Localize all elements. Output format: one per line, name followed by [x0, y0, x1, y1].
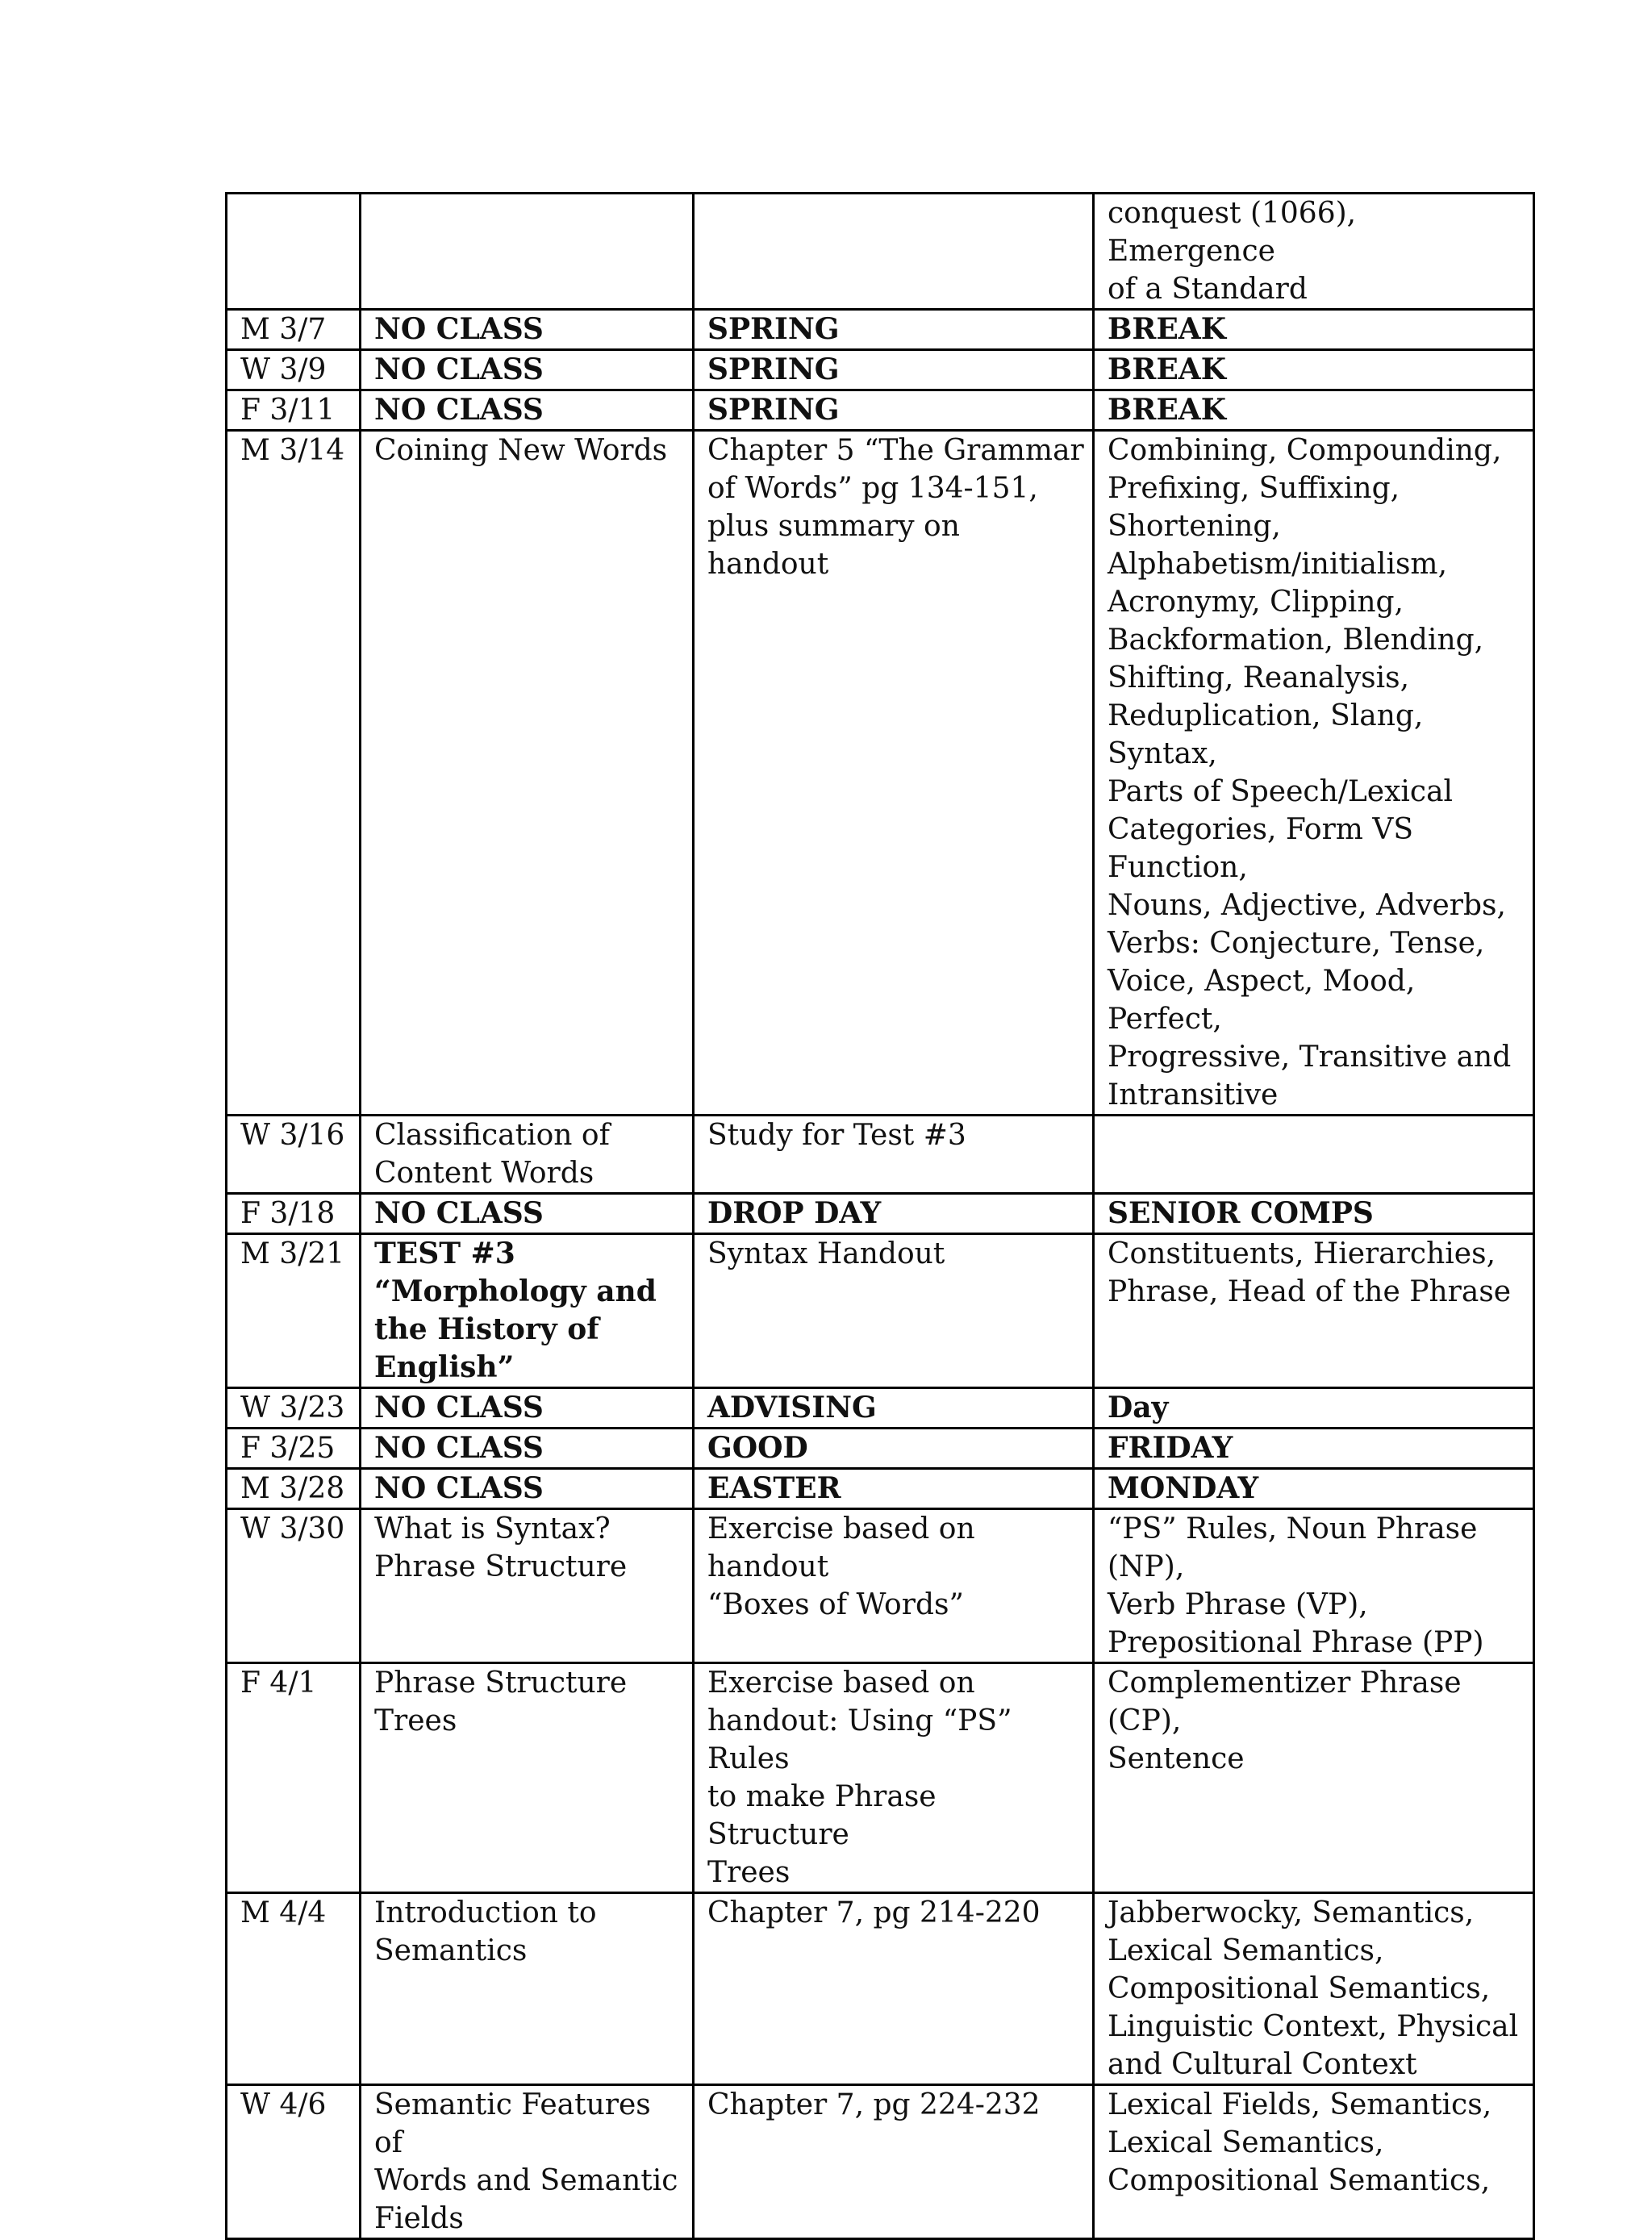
table-row	[227, 431, 1534, 1116]
reading-cell: ADVISING	[694, 1388, 1094, 1429]
concepts-cell: MONDAY	[1094, 1469, 1534, 1509]
concepts-cell: Lexical Fields, Semantics, Lexical Semantics, Compositional Semantics,	[1094, 2085, 1534, 2239]
topic-cell: What is Syntax? Phrase Structure	[361, 1509, 694, 1663]
table-row	[227, 2085, 1534, 2239]
course-schedule-table	[225, 192, 1535, 2240]
reading-cell: SPRING	[694, 310, 1094, 350]
topic-cell: Phrase Structure Trees	[361, 1663, 694, 1893]
date-cell: W 4/6	[227, 2085, 361, 2239]
table-row	[227, 1893, 1534, 2085]
concepts-cell: Constituents, Hierarchies, Phrase, Head of the Phrase	[1094, 1234, 1534, 1388]
table-row	[227, 1234, 1534, 1388]
date-cell: M 4/4	[227, 1893, 361, 2085]
reading-cell: Exercise based on handout: Using “PS” Rules to make Phrase Structure Trees	[694, 1663, 1094, 1893]
concepts-cell: conquest (1066), Emergence of a Standard	[1094, 194, 1534, 310]
reading-cell: Study for Test #3	[694, 1116, 1094, 1194]
concepts-cell: FRIDAY	[1094, 1429, 1534, 1469]
reading-cell: SPRING	[694, 390, 1094, 431]
reading-cell: Exercise based on handout “Boxes of Words”	[694, 1509, 1094, 1663]
topic-cell: NO CLASS	[361, 1388, 694, 1429]
concepts-cell: BREAK	[1094, 350, 1534, 390]
table-row	[227, 310, 1534, 350]
table-row	[227, 1194, 1534, 1234]
date-cell: W 3/30	[227, 1509, 361, 1663]
topic-cell	[361, 194, 694, 310]
date-cell: F 3/25	[227, 1429, 361, 1469]
topic-cell: NO CLASS	[361, 1194, 694, 1234]
date-cell: F 3/18	[227, 1194, 361, 1234]
date-cell: F 3/11	[227, 390, 361, 431]
reading-cell: Chapter 5 “The Grammar of Words” pg 134-151, plus summary on handout	[694, 431, 1094, 1116]
concepts-cell: Combining, Compounding, Prefixing, Suffixing, Shortening, Alphabetism/initialism, Acronymy, Clipping, Backformation, Blending, Shifting, Reanalysis, Reduplication, Slang, Syntax, Parts of Speech/Lexical Categories, Form VS Function, Nouns, Adjective, Adverbs, Verbs: Conjecture, Tense, Voice, Aspect, Mood, Perfect, Progressive, Transitive and Intransitive	[1094, 431, 1534, 1116]
reading-cell: Chapter 7, pg 224-232	[694, 2085, 1094, 2239]
reading-cell: EASTER	[694, 1469, 1094, 1509]
reading-cell: Chapter 7, pg 214-220	[694, 1893, 1094, 2085]
reading-cell	[694, 194, 1094, 310]
concepts-cell: BREAK	[1094, 390, 1534, 431]
concepts-cell: Complementizer Phrase (CP), Sentence	[1094, 1663, 1534, 1893]
topic-cell: NO CLASS	[361, 1469, 694, 1509]
concepts-cell: “PS” Rules, Noun Phrase (NP), Verb Phrase (VP), Prepositional Phrase (PP)	[1094, 1509, 1534, 1663]
table-row	[227, 390, 1534, 431]
date-cell: F 4/1	[227, 1663, 361, 1893]
concepts-cell: Jabberwocky, Semantics, Lexical Semantics, Compositional Semantics, Linguistic Context, Physical and Cultural Context	[1094, 1893, 1534, 2085]
reading-cell: DROP DAY	[694, 1194, 1094, 1234]
topic-cell: Semantic Features of Words and Semantic Fields	[361, 2085, 694, 2239]
topic-cell: NO CLASS	[361, 310, 694, 350]
table-row	[227, 1429, 1534, 1469]
table-row	[227, 1509, 1534, 1663]
reading-cell: SPRING	[694, 350, 1094, 390]
schedule-table-body	[227, 194, 1534, 2239]
date-cell: M 3/21	[227, 1234, 361, 1388]
topic-cell: NO CLASS	[361, 390, 694, 431]
table-row	[227, 1388, 1534, 1429]
date-cell: W 3/9	[227, 350, 361, 390]
reading-cell: Syntax Handout	[694, 1234, 1094, 1388]
table-row	[227, 1663, 1534, 1893]
date-cell: W 3/23	[227, 1388, 361, 1429]
date-cell: M 3/28	[227, 1469, 361, 1509]
table-row	[227, 350, 1534, 390]
table-row	[227, 1116, 1534, 1194]
concepts-cell: SENIOR COMPS	[1094, 1194, 1534, 1234]
concepts-cell	[1094, 1116, 1534, 1194]
topic-cell: Classification of Content Words	[361, 1116, 694, 1194]
date-cell: W 3/16	[227, 1116, 361, 1194]
topic-cell: NO CLASS	[361, 1429, 694, 1469]
topic-cell: TEST #3 “Morphology and the History of English”	[361, 1234, 694, 1388]
topic-cell: NO CLASS	[361, 350, 694, 390]
concepts-cell: BREAK	[1094, 310, 1534, 350]
reading-cell: GOOD	[694, 1429, 1094, 1469]
concepts-cell: Day	[1094, 1388, 1534, 1429]
date-cell: M 3/7	[227, 310, 361, 350]
table-row	[227, 194, 1534, 310]
topic-cell: Coining New Words	[361, 431, 694, 1116]
table-row	[227, 1469, 1534, 1509]
date-cell: M 3/14	[227, 431, 361, 1116]
date-cell	[227, 194, 361, 310]
topic-cell: Introduction to Semantics	[361, 1893, 694, 2085]
